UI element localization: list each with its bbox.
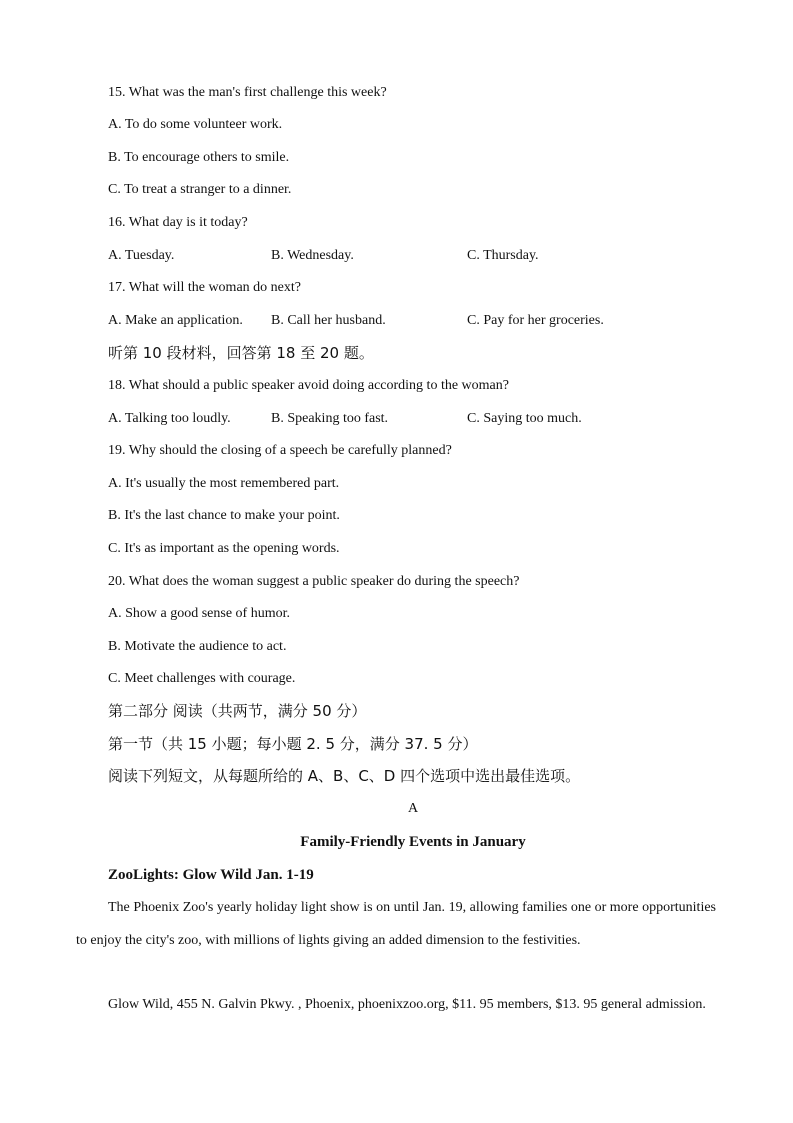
q17-option-a: A. Make an application. [108, 313, 243, 328]
q20-option-b: B. Motivate the audience to act. [108, 639, 287, 654]
passage-paragraph-2: Glow Wild, 455 N. Galvin Pkwy. , Phoenix, phoenixzoo.org, $11. 95 members, $13. 95 general admission. [108, 997, 706, 1012]
q17-option-c: C. Pay for her groceries. [467, 313, 604, 328]
reading-instruction: 阅读下列短文，从每题所给的 A、B、C、D 四个选项中选出最佳选项。 [108, 767, 581, 785]
q15-option-a: A. To do some volunteer work. [108, 117, 283, 132]
q19-option-c: C. It's as important as the opening words. [108, 541, 340, 556]
question-17: 17. What will the woman do next? [108, 280, 301, 295]
q15-option-b: B. To encourage others to smile. [108, 150, 290, 165]
reading-section-title: 第一节（共 15 小题；每小题 2. 5 分，满分 37. 5 分） [108, 735, 478, 753]
question-19: 19. Why should the closing of a speech be carefully planned? [108, 443, 452, 458]
event-heading: ZooLights: Glow Wild Jan. 1-19 [108, 867, 314, 883]
q19-option-b: B. It's the last chance to make your point. [108, 508, 340, 523]
q19-option-a: A. It's usually the most remembered part. [108, 476, 340, 491]
q18-option-b: B. Speaking too fast. [271, 411, 389, 426]
reading-part-title: 第二部分 阅读（共两节，满分 50 分） [108, 702, 367, 720]
q16-option-c: C. Thursday. [467, 248, 539, 263]
q16-option-a: A. Tuesday. [108, 248, 175, 263]
q20-option-c: C. Meet challenges with courage. [108, 671, 296, 686]
question-18: 18. What should a public speaker avoid doing according to the woman? [108, 378, 509, 393]
passage-label: A [407, 801, 419, 816]
passage-paragraph-1: The Phoenix Zoo's yearly holiday light show is on until Jan. 19, allowing families one or more opportunities to enjoy the city's zoo, with millions of lights giving an added dimension to the festivities. [76, 900, 716, 948]
section-10-instruction: 听第 10 段材料，回答第 18 至 20 题。 [108, 344, 374, 362]
q18-option-c: C. Saying too much. [467, 411, 582, 426]
question-15: 15. What was the man's first challenge this week? [108, 85, 387, 100]
question-16: 16. What day is it today? [108, 215, 248, 230]
q20-option-a: A. Show a good sense of humor. [108, 606, 290, 621]
question-20: 20. What does the woman suggest a public speaker do during the speech? [108, 574, 520, 589]
q17-option-b: B. Call her husband. [271, 313, 386, 328]
q15-option-c: C. To treat a stranger to a dinner. [108, 182, 292, 197]
passage-title: Family-Friendly Events in January [300, 834, 526, 850]
q16-option-b: B. Wednesday. [271, 248, 354, 263]
q18-option-a: A. Talking too loudly. [108, 411, 231, 426]
